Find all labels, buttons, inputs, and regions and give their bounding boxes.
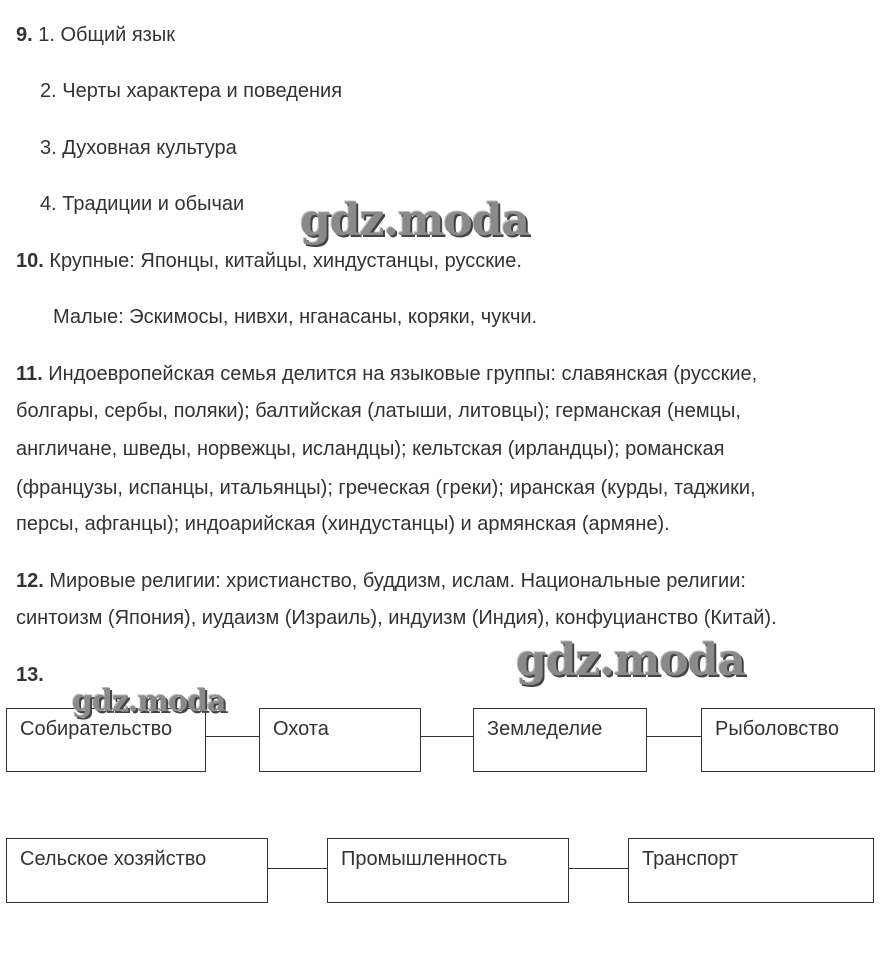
connector-line [206,736,259,737]
connector-line [268,868,327,869]
q10-line-1 [16,249,522,273]
q12-text-1: Мировые религии: христианство, буддизм, ислам. Национальные религии: [49,570,746,592]
connector-line [647,736,701,737]
diagram-box-industry: Промышленность [327,838,569,903]
q11-text-4: (французы, испанцы, итальянцы); греческая (греки); иранская (курды, таджики, [16,477,756,499]
q11-line-1 [16,362,757,386]
watermark: gdz.moda [72,684,226,719]
q11-text-3: англичане, шведы, норвежцы, исландцы); кельтская (ирландцы); романская [16,438,725,460]
diagram-box-fishing: Рыболовство [701,708,875,772]
q9-item-4: 4. Традиции и обычаи [40,193,245,215]
diagram-box-hunting: Охота [259,708,421,772]
connector-line [569,868,628,869]
watermark: gdz.moda [300,195,530,246]
q9-item-3: 3. Духовная культура [40,137,237,159]
diagram-box-transport: Транспорт [628,838,874,903]
q12-text-2: синтоизм (Япония), иудаизм (Израиль), индуизм (Индия), конфуцианство (Китай). [16,607,777,629]
q9-number: 9. [16,24,33,46]
q10-large-peoples: Крупные: Японцы, китайцы, хиндустанцы, русские. [49,250,522,272]
diagram-box-gathering: Собирательство [6,708,206,772]
q10-number: 10. [16,250,44,272]
q9-item-1: 1. Общий язык [38,24,175,46]
q11-number: 11. [16,363,43,385]
q11-text-1: Индоевропейская семья делится на языковые группы: славянская (русские, [48,363,758,385]
connector-line [421,736,473,737]
q12-line-1 [16,569,746,593]
q10-small-peoples: Малые: Эскимосы, нивхи, нганасаны, коряки, чукчи. [53,306,538,328]
q9-item-2: 2. Черты характера и поведения [40,80,343,102]
q12-number: 12. [16,570,44,592]
q9-line-1 [16,23,175,47]
watermark: gdz.moda [516,635,746,686]
q11-text-2: болгары, сербы, поляки); балтийская (латыши, литовцы); германская (немцы, [16,400,741,422]
diagram-box-agriculture: Земледелие [473,708,647,772]
q13-number: 13. [16,664,44,686]
q13-number-line [16,663,44,687]
q11-text-5: персы, афганцы); индоарийская (хиндустанцы) и армянская (армяне). [16,513,670,535]
diagram-box-farming: Сельское хозяйство [6,838,268,903]
